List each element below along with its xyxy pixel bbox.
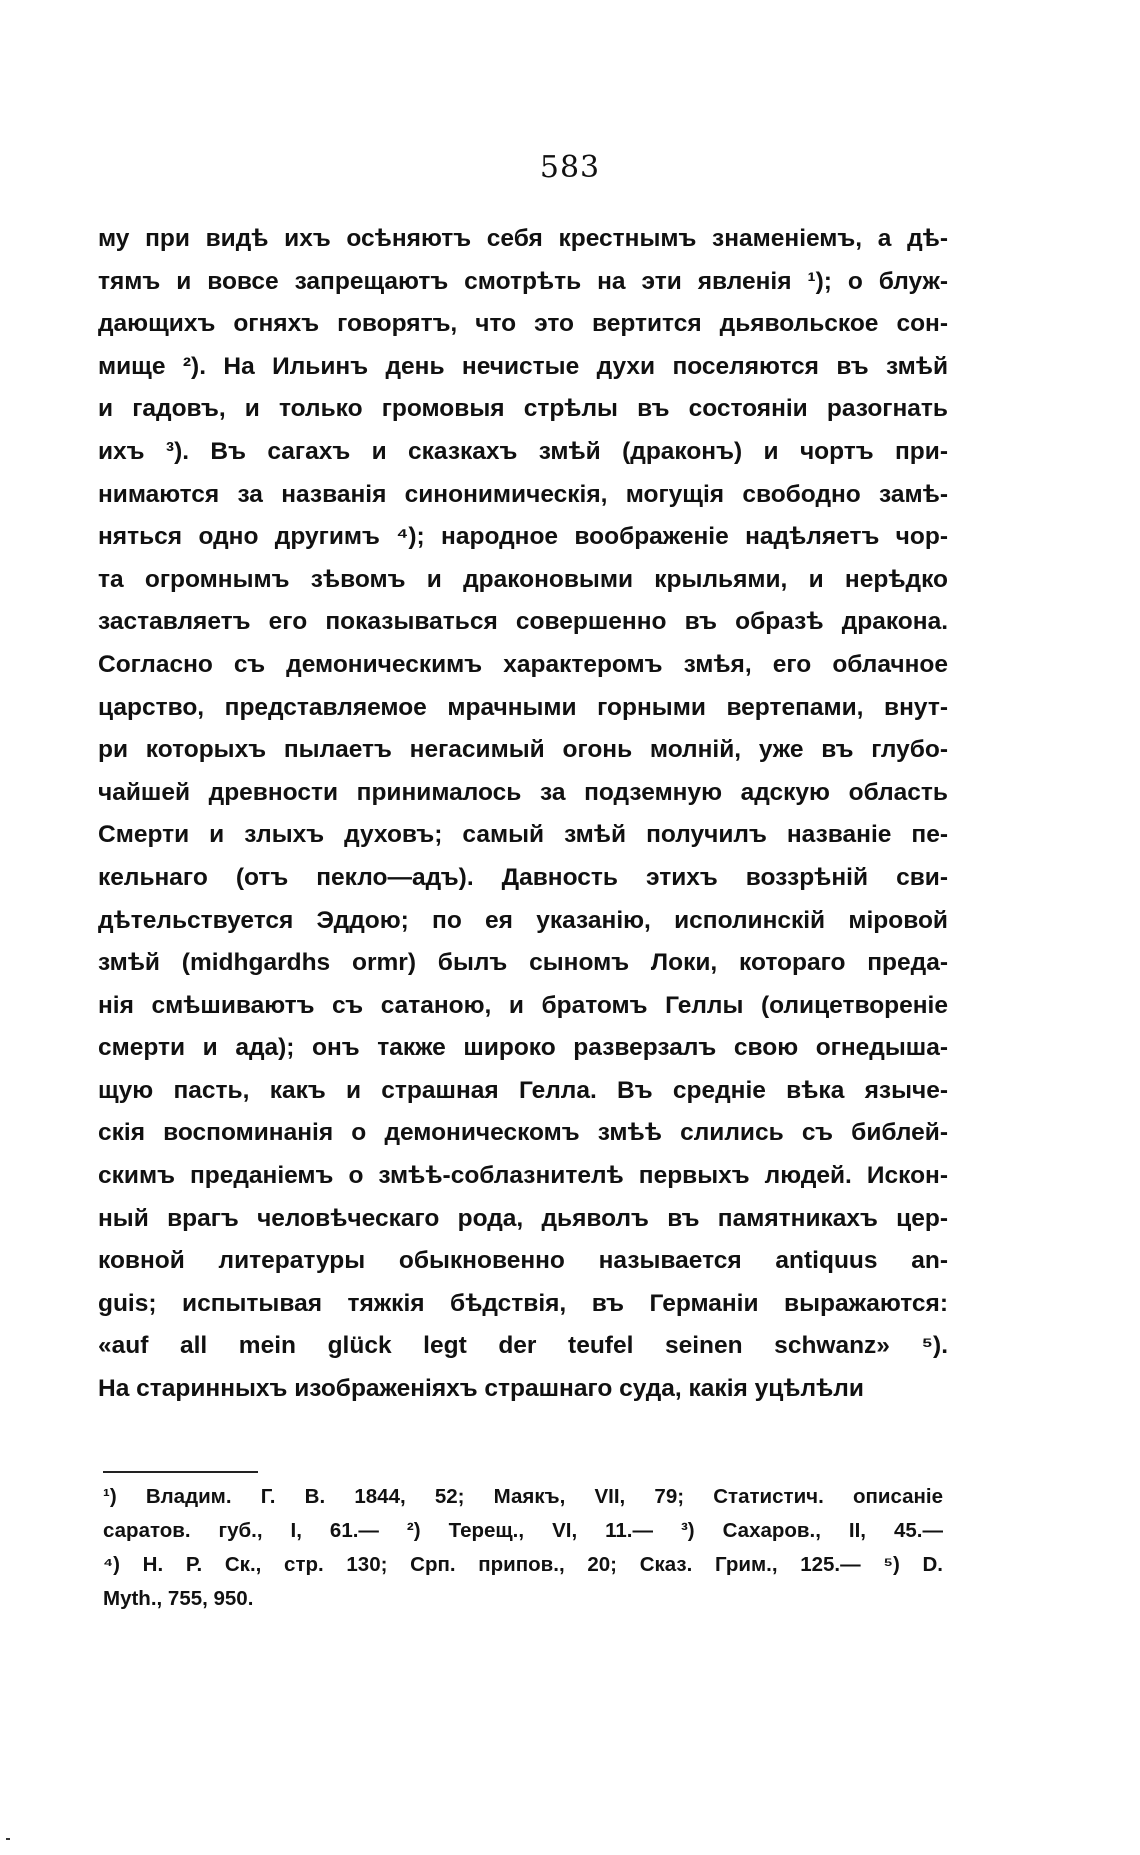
footnote-line: саратов. губ., I, 61.— ²) Терещ., VI, 11.— ³) Сахаров., II, 45.—	[103, 1519, 943, 1542]
text-line: няться одно другимъ ⁴); народное воображеніе надѣляетъ чор-	[98, 523, 948, 551]
text-line: тямъ и вовсе запрещаютъ смотрѣть на эти явленія ¹); о блуж-	[98, 267, 948, 295]
text-line: кельнаго (отъ пекло—адъ). Давность этихъ воззрѣній сви-	[98, 863, 948, 891]
text-line: скимъ преданіемъ о змѣѣ-соблазнителѣ первыхъ людей. Искон-	[98, 1162, 948, 1190]
text-line: змѣй (midhgardhs ormr) былъ сыномъ Локи, котораго преда-	[98, 949, 948, 977]
text-line: мище ²). На Ильинъ день нечистые духи поселяются въ змѣй	[98, 352, 948, 380]
text-line: На старинныхъ изображеніяхъ страшнаго суда, какія уцѣлѣли	[98, 1375, 864, 1403]
main-text	[98, 218, 948, 1411]
text-line: Смерти и злыхъ духовъ; самый змѣй получилъ названіе пе-	[98, 821, 948, 849]
text-line: дающихъ огняхъ говорятъ, что это вертится дьявольское сон-	[98, 310, 948, 338]
text-line: «auf all mein glück legt der teufel seinen schwanz» ⁵).	[98, 1332, 948, 1360]
text-line: му при видѣ ихъ осѣняютъ себя крестнымъ знаменіемъ, а дѣ-	[98, 225, 948, 252]
text-line: заставляетъ его показываться совершенно въ образѣ дракона.	[98, 608, 948, 636]
text-line: guis; испытывая тяжкія бѣдствія, въ Германіи выражаются:	[98, 1289, 948, 1317]
text-line: и гадовъ, и только громовыя стрѣлы въ состояніи разогнать	[98, 395, 948, 423]
footnote-line: Myth., 755, 950.	[103, 1587, 254, 1610]
text-line: смерти и ада); онъ также широко разверзалъ свою огнедыша-	[98, 1034, 948, 1062]
footnote-line: ¹) Владим. Г. В. 1844, 52; Маякъ, VII, 79; Статистич. описаніе	[103, 1485, 943, 1508]
text-line: дѣтельствуется Эддою; по ея указанію, исполинскій міровой	[98, 906, 948, 934]
text-line: щую пасть, какъ и страшная Гелла. Въ средніе вѣка языче-	[98, 1076, 948, 1104]
page-number: 583	[539, 150, 601, 185]
text-line: та огромнымъ зѣвомъ и драконовыми крыльями, и нерѣдко	[98, 565, 948, 593]
footnote-divider	[103, 1471, 258, 1473]
text-line: ихъ ³). Въ сагахъ и сказкахъ змѣй (драконъ) и чортъ при-	[98, 437, 948, 465]
text-line: ковной литературы обыкновенно называется antiquus an-	[98, 1247, 948, 1275]
text-line: царство, представляемое мрачными горными вертепами, внут-	[98, 693, 948, 721]
text-line: нія смѣшиваютъ съ сатаною, и братомъ Геллы (олицетвореніе	[98, 991, 948, 1019]
text-line: скія воспоминанія о демоническомъ змѣѣ слились съ библей-	[98, 1119, 948, 1147]
text-line: Согласно съ демоническимъ характеромъ змѣя, его облачное	[98, 650, 948, 678]
text-line: нимаются за названія синонимическія, могущія свободно замѣ-	[98, 480, 948, 508]
footnotes	[103, 1480, 943, 1616]
footnote-line: ⁴) Н. Р. Ск., стр. 130; Срп. припов., 20; Сказ. Грим., 125.— ⁵) D.	[103, 1553, 943, 1576]
scan-mark	[6, 1838, 10, 1840]
text-line: чайшей древности принималось за подземную адскую область	[98, 778, 948, 806]
text-line: ри которыхъ пылаетъ негасимый огонь молній, уже въ глубо-	[98, 736, 948, 764]
text-line: ный врагъ человѣческаго рода, дьяволъ въ памятникахъ цер-	[98, 1204, 948, 1232]
